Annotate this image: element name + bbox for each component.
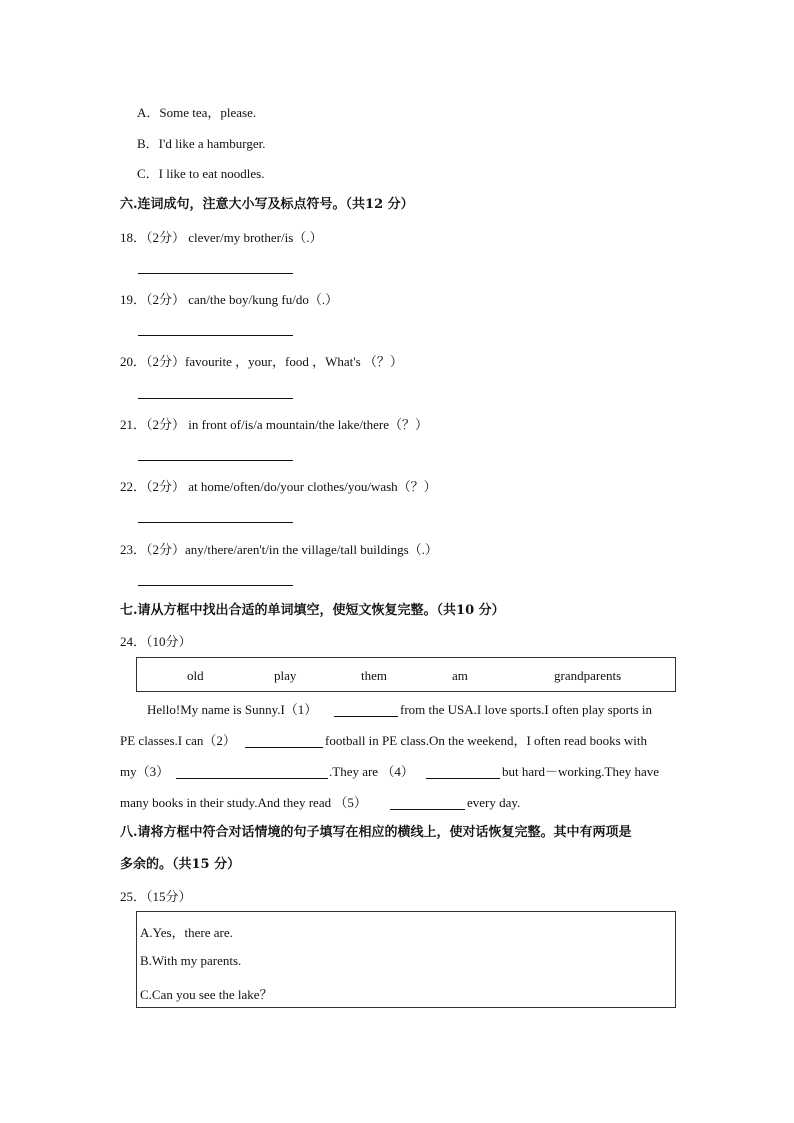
blank-3[interactable] bbox=[176, 778, 328, 779]
option-a: A．Some tea，please. bbox=[137, 105, 257, 120]
answer-line-23[interactable] bbox=[138, 585, 293, 586]
sentence-option-b: B.With my parents. bbox=[140, 953, 242, 968]
section-7-title: 七.请从方框中找出合适的单词填空，使短文恢复完整。（共10 分） bbox=[120, 603, 505, 618]
passage-line-2a: PE classes.I can（2） bbox=[120, 733, 236, 748]
word-bank-box bbox=[136, 657, 676, 692]
section-8-title-line-2: 多余的。（共15 分） bbox=[120, 857, 241, 872]
word-bank-item: am bbox=[452, 668, 468, 683]
question-21: 21．（2分） in front of/is/a mountain/the lake/there（？） bbox=[120, 417, 428, 432]
question-18: 18．（2分） clever/my brother/is（.） bbox=[120, 230, 323, 245]
option-b: B．I'd like a hamburger. bbox=[137, 136, 266, 151]
sentence-options-box bbox=[136, 911, 676, 1008]
passage-line-4a: many books in their study.And they read （5） bbox=[120, 795, 367, 810]
blank-5[interactable] bbox=[390, 809, 465, 810]
answer-line-19[interactable] bbox=[138, 335, 293, 336]
blank-2[interactable] bbox=[245, 747, 323, 748]
option-c: C．I like to eat noodles. bbox=[137, 166, 265, 181]
passage-line-1a: Hello!My name is Sunny.I（1） bbox=[147, 702, 318, 717]
question-22: 22．（2分） at home/often/do/your clothes/you/wash（？） bbox=[120, 479, 437, 494]
section-6-title: 六.连词成句，注意大小写及标点符号。（共12 分） bbox=[120, 197, 414, 212]
answer-line-21[interactable] bbox=[138, 460, 293, 461]
sentence-option-c: C.Can you see the lake？ bbox=[140, 987, 273, 1002]
passage-line-3a: my（3） bbox=[120, 764, 170, 779]
passage-line-3c: but hard－working.They have bbox=[502, 764, 660, 779]
blank-1[interactable] bbox=[334, 716, 398, 717]
question-23: 23．（2分）any/there/aren't/in the village/tall buildings（.） bbox=[120, 542, 438, 557]
question-25-number: 25．（15分） bbox=[120, 889, 192, 904]
word-bank-item: them bbox=[361, 668, 387, 683]
word-bank-item: play bbox=[274, 668, 297, 683]
answer-line-22[interactable] bbox=[138, 522, 293, 523]
question-24-number: 24．（10分） bbox=[120, 634, 192, 649]
question-19: 19．（2分） can/the boy/kung fu/do（.） bbox=[120, 292, 339, 307]
passage-line-1b: from the USA.I love sports.I often play sports in bbox=[400, 702, 653, 717]
passage-line-2b: football in PE class.On the weekend，I often read books with bbox=[325, 733, 648, 748]
word-bank-item: old bbox=[187, 668, 204, 683]
passage-line-3b: .They are （4） bbox=[329, 764, 414, 779]
section-8-title-line-1: 八.请将方框中符合对话情境的句子填写在相应的横线上，使对话恢复完整。其中有两项是 bbox=[120, 825, 632, 840]
passage-line-4b: every day. bbox=[467, 795, 521, 810]
sentence-option-a: A.Yes，there are. bbox=[140, 925, 233, 940]
answer-line-18[interactable] bbox=[138, 273, 293, 274]
blank-4[interactable] bbox=[426, 778, 500, 779]
question-20: 20．（2分）favourite ，your，food ，What's （？） bbox=[120, 354, 403, 369]
answer-line-20[interactable] bbox=[138, 398, 293, 399]
word-bank-item: grandparents bbox=[554, 668, 622, 683]
